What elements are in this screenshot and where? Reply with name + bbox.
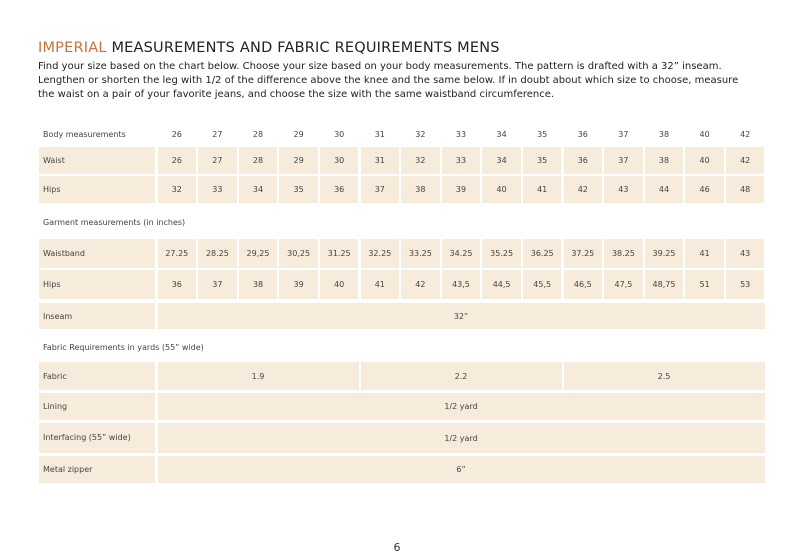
title-accent: IMPERIAL [38,40,107,56]
body-cell: 40 [482,176,521,203]
fabric-row-label: Fabric [39,362,155,390]
body-row-label: Waist [39,147,155,174]
garment-cell: 39 [279,270,318,299]
garment-cell: 42 [401,270,440,299]
body-cell: 36 [320,176,359,203]
body-cell: 33 [198,176,237,203]
body-cell: 42 [726,147,765,174]
garment-cell: 38.25 [604,239,643,268]
body-measurements-heading: Body measurements [43,129,126,139]
metal-zipper-label: Metal zipper [39,456,155,483]
body-cell: 34 [482,147,521,174]
size-header: 33 [455,129,467,139]
body-cell: 29 [279,147,318,174]
body-cell: 38 [401,176,440,203]
garment-cell: 35.25 [482,239,521,268]
body-cell: 34 [239,176,278,203]
garment-cell: 41 [361,270,400,299]
intro-paragraph: Find your size based on the chart below. Choose your size based on your body measurements. The pattern is drafted with a 32” inseam. Lengthen or shorten the leg with 1/2 of the difference above the knee and the same below. If in doubt about which size to choose, measure the waist on a pair of your favorite jeans, and choose the size with the same waistband circumference. [38,61,739,101]
body-cell: 39 [442,176,481,203]
interfacing-label: Interfacing (55” wide) [39,423,155,453]
garment-cell: 53 [726,270,765,299]
fabric-yardage-cell: 2.5 [564,362,765,390]
garment-cell: 34.25 [442,239,481,268]
garment-cell: 33.25 [401,239,440,268]
body-cell: 43 [604,176,643,203]
body-cell: 38 [645,147,684,174]
body-cell: 35 [279,176,318,203]
fabric-requirements-heading: Fabric Requirements in yards (55” wide) [43,342,204,352]
body-cell: 28 [239,147,278,174]
garment-cell: 37 [198,270,237,299]
fabric-yardage-cell: 2.2 [361,362,562,390]
body-cell: 26 [158,147,197,174]
garment-cell: 44,5 [482,270,521,299]
garment-cell: 45,5 [523,270,562,299]
size-header: 35 [537,129,548,139]
size-header: 31 [374,129,385,139]
lining-label: Lining [39,393,155,420]
body-row-label: Hips [39,176,155,203]
garment-cell: 43,5 [442,270,481,299]
body-cell: 35 [523,147,562,174]
page-number: 6 [393,541,401,554]
body-cell: 37 [361,176,400,203]
size-header: 38 [658,129,670,139]
size-header: 42 [740,129,751,139]
garment-cell: 38 [239,270,278,299]
garment-cell: 36.25 [523,239,562,268]
body-cell: 46 [685,176,724,203]
garment-cell: 40 [320,270,359,299]
size-header: 26 [171,129,182,139]
size-header: 27 [212,129,223,139]
garment-row-label: Waistband [39,239,155,268]
inseam-label: Inseam [39,303,155,329]
garment-cell: 37.25 [564,239,603,268]
fabric-yardage-cell: 1.9 [158,362,359,390]
garment-cell: 31.25 [320,239,359,268]
size-header: 28 [252,129,264,139]
page-title [38,40,500,56]
interfacing-value: 1/2 yard [158,423,765,453]
body-cell: 48 [726,176,765,203]
garment-cell: 36 [158,270,197,299]
body-cell: 36 [564,147,603,174]
body-cell: 37 [604,147,643,174]
garment-cell: 27.25 [158,239,197,268]
body-cell: 32 [158,176,197,203]
title-rest: MEASUREMENTS AND FABRIC REQUIREMENTS MENS [106,40,500,56]
garment-measurements-heading: Garment measurements (in inches) [43,217,186,227]
garment-cell: 43 [726,239,765,268]
body-cell: 27 [198,147,237,174]
body-cell: 41 [523,176,562,203]
body-cell: 44 [645,176,684,203]
garment-cell: 32.25 [361,239,400,268]
garment-cell: 41 [685,239,724,268]
size-header: 30 [334,129,345,139]
body-cell: 32 [401,147,440,174]
garment-cell: 47,5 [604,270,643,299]
inseam-value: 32” [158,303,765,329]
size-header: 36 [577,129,588,139]
body-cell: 31 [361,147,400,174]
body-cell: 42 [564,176,603,203]
garment-cell: 46,5 [564,270,603,299]
garment-cell: 39.25 [645,239,684,268]
garment-cell: 28.25 [198,239,237,268]
size-header: 40 [699,129,710,139]
size-header: 29 [293,129,304,139]
size-header: 32 [415,129,426,139]
body-cell: 30 [320,147,359,174]
metal-zipper-value: 6” [158,456,765,483]
garment-cell: 48,75 [645,270,684,299]
garment-cell: 29,25 [239,239,278,268]
size-header: 37 [618,129,629,139]
body-cell: 33 [442,147,481,174]
body-cell: 40 [685,147,724,174]
garment-row-label: Hips [39,270,155,299]
garment-cell: 51 [685,270,724,299]
size-header: 34 [496,129,507,139]
lining-value: 1/2 yard [158,393,765,420]
garment-cell: 30,25 [279,239,318,268]
